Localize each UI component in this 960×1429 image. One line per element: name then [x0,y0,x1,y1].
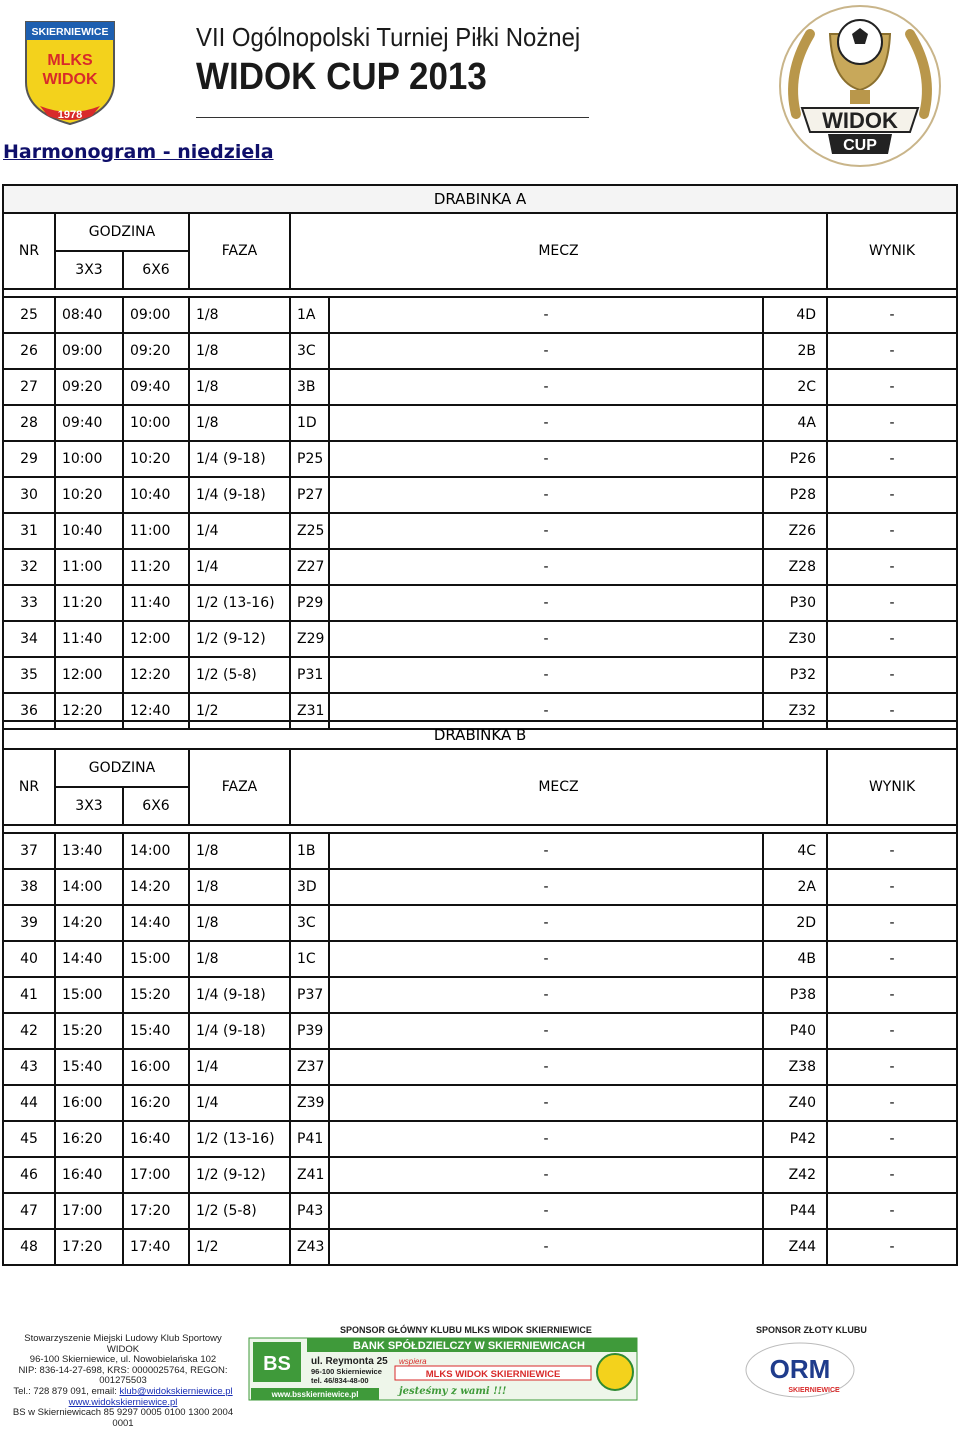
team-b: P26 [763,441,827,477]
team-a: Z25 [290,513,329,549]
match-number: 33 [3,585,55,621]
team-a: 1C [290,941,329,977]
result: - [827,1013,957,1049]
phase: 1/4 (9-18) [189,1013,290,1049]
match-separator: - [329,369,763,405]
col-header-mecz: MECZ [290,749,827,825]
team-a: P37 [290,977,329,1013]
table-row [3,513,957,549]
match-number: 39 [3,905,55,941]
bank-account-line: BS w Skierniewicach 85 9297 0005 0100 1300 2004 0001 [12,1407,234,1429]
table-row [3,833,957,869]
phase: 1/8 [189,869,290,905]
table-row [3,621,957,657]
team-a: 1A [290,297,329,333]
match-separator: - [329,513,763,549]
bank-sponsor-banner [249,1336,637,1402]
result: - [827,297,957,333]
time-3x3: 16:20 [55,1121,123,1157]
team-b: 2A [763,869,827,905]
match-separator: - [329,941,763,977]
team-b: 4D [763,297,827,333]
team-a: Z29 [290,621,329,657]
table-row [3,657,957,693]
widok-cup-trophy-logo [776,4,944,168]
time-3x3: 10:40 [55,513,123,549]
time-3x3: 12:00 [55,657,123,693]
team-a: P41 [290,1121,329,1157]
match-separator: - [329,1121,763,1157]
match-separator: - [329,833,763,869]
svg-text:SKIERNIEWICE: SKIERNIEWICE [31,26,109,38]
team-b: 2D [763,905,827,941]
time-3x3: 09:20 [55,369,123,405]
team-a: 3C [290,333,329,369]
time-3x3: 16:00 [55,1085,123,1121]
phase: 1/4 (9-18) [189,977,290,1013]
col-header-godzina: GODZINA [55,749,189,787]
assoc-line: NIP: 836-14-27-698, KRS: 0000025764, REGON: 001275503 [18,1364,228,1387]
table-row [3,1121,957,1157]
svg-text:MLKS: MLKS [47,52,93,69]
website-link[interactable]: www.widokskierniewice.pl [68,1396,178,1408]
time-3x3: 12:20 [55,693,123,729]
phase: 1/2 (9-12) [189,621,290,657]
time-3x3: 14:00 [55,869,123,905]
col-header-mecz: MECZ [290,213,827,289]
team-a: 3B [290,369,329,405]
match-number: 25 [3,297,55,333]
table-row [3,1229,957,1265]
team-a: Z43 [290,1229,329,1265]
svg-text:jesteśmy z wami !!!: jesteśmy z wami !!! [399,1386,507,1397]
team-b: Z32 [763,693,827,729]
header-gap [3,825,957,833]
time-6x6: 10:20 [123,441,189,477]
table-row [3,549,957,585]
team-b: P32 [763,657,827,693]
match-separator: - [329,1157,763,1193]
time-6x6: 15:00 [123,941,189,977]
time-6x6: 09:20 [123,333,189,369]
time-6x6: 12:00 [123,621,189,657]
table-row [3,941,957,977]
team-b: P44 [763,1193,827,1229]
result: - [827,621,957,657]
match-number: 32 [3,549,55,585]
time-6x6: 15:20 [123,977,189,1013]
bracket-a-rows [3,297,957,729]
phase: 1/8 [189,905,290,941]
time-3x3: 15:00 [55,977,123,1013]
team-b: P40 [763,1013,827,1049]
match-number: 30 [3,477,55,513]
col-header-faza: FAZA [189,749,290,825]
match-number: 34 [3,621,55,657]
team-a: 3C [290,905,329,941]
phase: 1/8 [189,369,290,405]
match-separator: - [329,477,763,513]
result: - [827,1121,957,1157]
team-b: 2B [763,333,827,369]
result: - [827,657,957,693]
result: - [827,585,957,621]
time-3x3: 10:00 [55,441,123,477]
svg-text:SKIERNIEWICE: SKIERNIEWICE [788,1387,840,1394]
orm-sponsor-logo [742,1340,858,1400]
match-separator: - [329,585,763,621]
match-separator: - [329,1013,763,1049]
team-a: P25 [290,441,329,477]
time-3x3: 15:20 [55,1013,123,1049]
phase: 1/4 [189,549,290,585]
col-header-nr: NR [3,749,55,825]
match-separator: - [329,905,763,941]
col-header-3x3: 3X3 [55,251,123,289]
team-b: Z26 [763,513,827,549]
tournament-subtitle: VII Ogólnopolski Turniej Piłki Nożnej [196,22,581,52]
match-number: 41 [3,977,55,1013]
match-separator: - [329,693,763,729]
svg-text:www.bsskierniewice.pl: www.bsskierniewice.pl [271,1390,359,1399]
table-row [3,297,957,333]
match-number: 46 [3,1157,55,1193]
club-contact-info [8,1334,238,1429]
time-3x3: 11:40 [55,621,123,657]
team-b: Z30 [763,621,827,657]
col-header-wynik: WYNIK [827,213,957,289]
time-6x6: 09:00 [123,297,189,333]
match-number: 36 [3,693,55,729]
svg-text:1978: 1978 [57,109,83,121]
col-header-3x3: 3X3 [55,787,123,825]
svg-text:BANK SPÓŁDZIELCZY W SKIERNIEWI: BANK SPÓŁDZIELCZY W SKIERNIEWICACH [352,1340,586,1352]
match-number: 37 [3,833,55,869]
match-number: 42 [3,1013,55,1049]
time-6x6: 15:40 [123,1013,189,1049]
phase: 1/2 (5-8) [189,657,290,693]
team-b: Z28 [763,549,827,585]
match-separator: - [329,1229,763,1265]
match-separator: - [329,1193,763,1229]
match-number: 27 [3,369,55,405]
phase: 1/2 (5-8) [189,1193,290,1229]
result: - [827,513,957,549]
match-separator: - [329,333,763,369]
mlks-widok-crest-logo [22,18,118,126]
phase: 1/4 [189,513,290,549]
result: - [827,369,957,405]
team-a: 1D [290,405,329,441]
main-sponsor-label: SPONSOR GŁÓWNY KLUBU MLKS WIDOK SKIERNIEWICE [340,1325,592,1335]
phase: 1/4 [189,1049,290,1085]
team-b: P28 [763,477,827,513]
match-separator: - [329,405,763,441]
match-separator: - [329,621,763,657]
time-6x6: 12:40 [123,693,189,729]
match-separator: - [329,441,763,477]
team-a: 1B [290,833,329,869]
col-header-wynik: WYNIK [827,749,957,825]
time-6x6: 10:40 [123,477,189,513]
time-3x3: 09:40 [55,405,123,441]
title-divider [196,117,589,118]
time-3x3: 13:40 [55,833,123,869]
tel-text: Tel.: 728 879 091, email: [13,1385,120,1397]
assoc-line: 96-100 Skierniewice, ul. Nowobielańska 102 [29,1354,217,1366]
team-a: P39 [290,1013,329,1049]
result: - [827,869,957,905]
svg-text:MLKS WIDOK SKIERNIEWICE: MLKS WIDOK SKIERNIEWICE [425,1369,561,1380]
time-6x6: 14:40 [123,905,189,941]
result: - [827,1157,957,1193]
phase: 1/8 [189,833,290,869]
svg-text:WIDOK: WIDOK [822,108,898,133]
tournament-title: WIDOK CUP 2013 [196,56,487,98]
match-number: 44 [3,1085,55,1121]
match-number: 31 [3,513,55,549]
phase: 1/2 (13-16) [189,1121,290,1157]
time-6x6: 11:00 [123,513,189,549]
svg-text:ul. Reymonta 25: ul. Reymonta 25 [311,1356,388,1367]
table-row [3,905,957,941]
result: - [827,833,957,869]
phase: 1/4 [189,1085,290,1121]
time-3x3: 14:40 [55,941,123,977]
time-6x6: 16:40 [123,1121,189,1157]
time-3x3: 08:40 [55,297,123,333]
svg-text:BS: BS [263,1353,291,1375]
table-row [3,405,957,441]
time-6x6: 17:00 [123,1157,189,1193]
phase: 1/8 [189,941,290,977]
svg-text:wspiera: wspiera [399,1357,427,1366]
bracket-b-table [2,720,958,1266]
phase: 1/8 [189,405,290,441]
team-a: Z31 [290,693,329,729]
phase: 1/2 (9-12) [189,1157,290,1193]
table-row [3,369,957,405]
result: - [827,1229,957,1265]
result: - [827,549,957,585]
match-separator: - [329,1085,763,1121]
match-separator: - [329,869,763,905]
time-6x6: 10:00 [123,405,189,441]
bracket-a-table [2,184,958,730]
team-b: Z42 [763,1157,827,1193]
match-number: 28 [3,405,55,441]
team-b: P42 [763,1121,827,1157]
match-number: 45 [3,1121,55,1157]
result: - [827,1193,957,1229]
time-3x3: 17:00 [55,1193,123,1229]
time-3x3: 16:40 [55,1157,123,1193]
result: - [827,941,957,977]
time-3x3: 15:40 [55,1049,123,1085]
match-separator: - [329,297,763,333]
phase: 1/2 [189,1229,290,1265]
time-6x6: 17:20 [123,1193,189,1229]
team-b: 4C [763,833,827,869]
time-6x6: 11:20 [123,549,189,585]
match-number: 48 [3,1229,55,1265]
time-6x6: 11:40 [123,585,189,621]
bracket-b-title: DRABINKA B [3,721,957,749]
table-row [3,1085,957,1121]
team-b: Z38 [763,1049,827,1085]
team-b: Z40 [763,1085,827,1121]
result: - [827,1049,957,1085]
match-number: 40 [3,941,55,977]
match-number: 47 [3,1193,55,1229]
col-header-faza: FAZA [189,213,290,289]
phase: 1/2 (13-16) [189,585,290,621]
time-6x6: 14:20 [123,869,189,905]
team-b: 4B [763,941,827,977]
team-b: Z44 [763,1229,827,1265]
time-3x3: 11:00 [55,549,123,585]
team-a: Z39 [290,1085,329,1121]
schedule-heading: Harmonogram - niedziela [3,141,274,163]
time-6x6: 14:00 [123,833,189,869]
team-a: P29 [290,585,329,621]
team-b: 2C [763,369,827,405]
table-row [3,977,957,1013]
team-a: Z41 [290,1157,329,1193]
header-gap [3,289,957,297]
match-number: 26 [3,333,55,369]
match-separator: - [329,549,763,585]
match-number: 38 [3,869,55,905]
result: - [827,333,957,369]
team-b: P30 [763,585,827,621]
table-row [3,585,957,621]
phase: 1/4 (9-18) [189,441,290,477]
svg-text:96-100 Skierniewice: 96-100 Skierniewice [311,1367,382,1376]
match-separator: - [329,1049,763,1085]
gold-sponsor-label: SPONSOR ZŁOTY KLUBU [756,1325,867,1335]
time-3x3: 09:00 [55,333,123,369]
table-row [3,869,957,905]
phase: 1/4 (9-18) [189,477,290,513]
result: - [827,693,957,729]
result: - [827,477,957,513]
team-a: 3D [290,869,329,905]
table-row [3,1013,957,1049]
match-number: 29 [3,441,55,477]
time-6x6: 16:00 [123,1049,189,1085]
team-a: P27 [290,477,329,513]
phase: 1/8 [189,333,290,369]
bracket-b-rows [3,833,957,1265]
team-a: P31 [290,657,329,693]
time-3x3: 11:20 [55,585,123,621]
table-row [3,1193,957,1229]
bracket-a-title: DRABINKA A [3,185,957,213]
svg-text:tel. 46/834-48-00: tel. 46/834-48-00 [311,1376,369,1385]
match-number: 43 [3,1049,55,1085]
result: - [827,441,957,477]
svg-text:ORM: ORM [769,1354,831,1384]
match-separator: - [329,657,763,693]
result: - [827,905,957,941]
result: - [827,405,957,441]
time-6x6: 17:40 [123,1229,189,1265]
match-separator: - [329,977,763,1013]
phase: 1/2 [189,693,290,729]
team-b: P38 [763,977,827,1013]
team-a: Z37 [290,1049,329,1085]
col-header-6x6: 6X6 [123,251,189,289]
email-link[interactable]: klub@widokskierniewice.pl [119,1385,233,1397]
result: - [827,1085,957,1121]
team-a: P43 [290,1193,329,1229]
col-header-godzina: GODZINA [55,213,189,251]
phase: 1/8 [189,297,290,333]
time-3x3: 17:20 [55,1229,123,1265]
time-6x6: 16:20 [123,1085,189,1121]
table-row [3,1049,957,1085]
table-row [3,1157,957,1193]
svg-text:CUP: CUP [843,137,877,154]
time-3x3: 14:20 [55,905,123,941]
table-row [3,441,957,477]
time-6x6: 12:20 [123,657,189,693]
table-row [3,477,957,513]
time-3x3: 10:20 [55,477,123,513]
match-number: 35 [3,657,55,693]
team-b: 4A [763,405,827,441]
result: - [827,977,957,1013]
time-6x6: 09:40 [123,369,189,405]
col-header-nr: NR [3,213,55,289]
assoc-line: Stowarzyszenie Miejski Ludowy Klub Sportowy WIDOK [24,1333,222,1355]
team-a: Z27 [290,549,329,585]
table-row [3,333,957,369]
svg-text:WIDOK: WIDOK [42,71,98,88]
col-header-6x6: 6X6 [123,787,189,825]
